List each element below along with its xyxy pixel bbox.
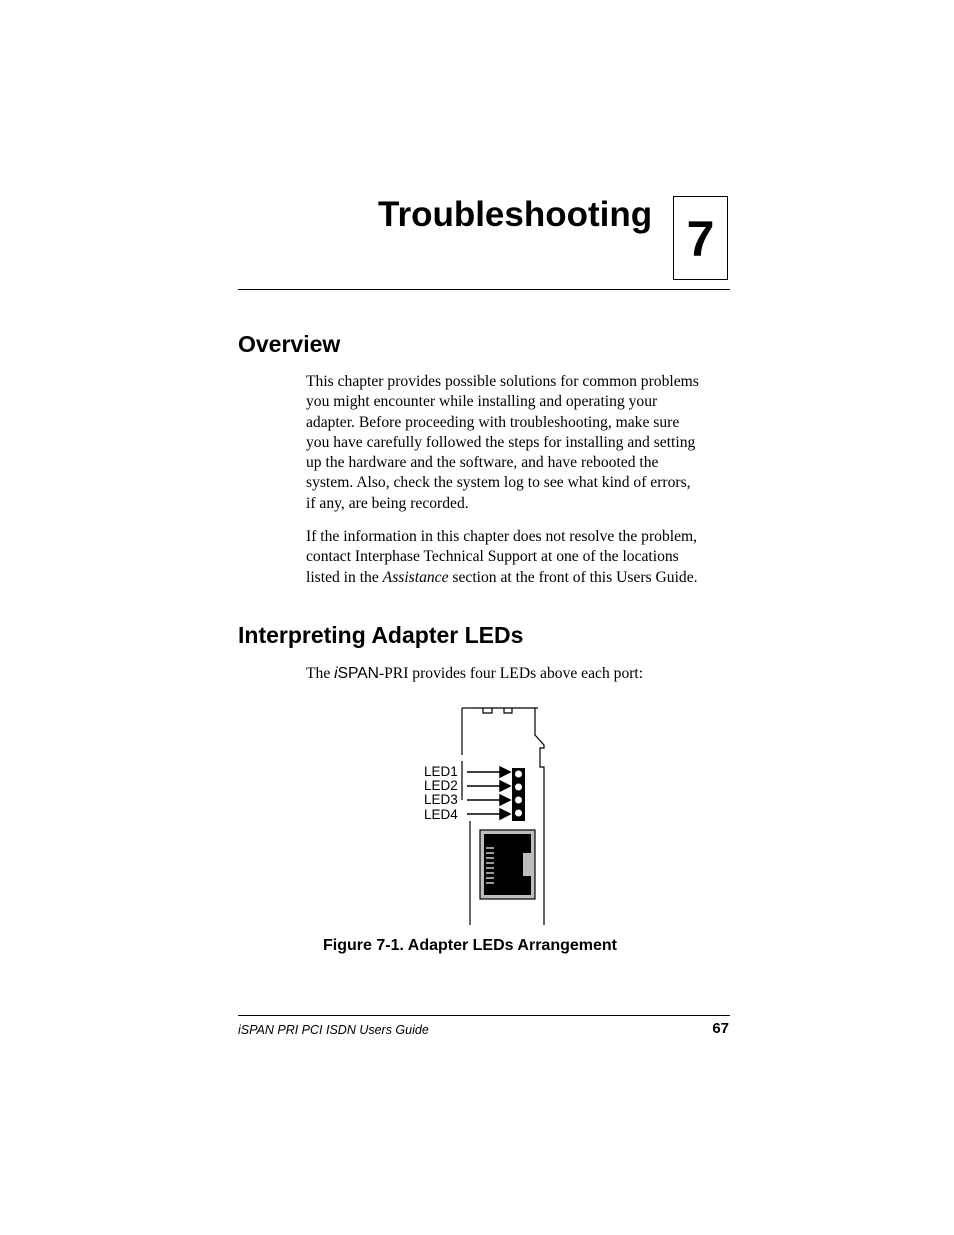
- text-fragment: listed in the: [306, 568, 383, 586]
- text-line: you have carefully followed the steps for installing and setting: [306, 433, 696, 451]
- arrow-led1-head: [500, 767, 510, 777]
- text-line: if any, are being recorded.: [306, 494, 469, 512]
- footer-guide-title: iSPAN PRI PCI ISDN Users Guide: [238, 1023, 429, 1037]
- adapter-leds-figure: [420, 703, 555, 930]
- led-label-4: LED4: [424, 807, 458, 822]
- arrow-led4-head: [500, 809, 510, 819]
- leds-intro: [306, 664, 736, 684]
- led-2: [515, 784, 522, 791]
- chapter-title: Troubleshooting: [378, 195, 653, 234]
- text-fragment: section at the front of this Users Guide.: [448, 568, 698, 586]
- text-fragment: -PRI provides four LEDs above each port:: [378, 665, 644, 682]
- text-line: up the hardware and the software, and have rebooted the: [306, 454, 659, 472]
- footer-page-number: 67: [712, 1020, 729, 1037]
- figure-caption: Figure 7-1. Adapter LEDs Arrangement: [323, 937, 617, 954]
- led-arrows: [467, 767, 510, 819]
- header-rule: [238, 289, 730, 290]
- leds-heading: Interpreting Adapter LEDs: [238, 622, 524, 648]
- overview-paragraph-2: [306, 527, 736, 588]
- text-line: If the information in this chapter does not resolve the problem,: [306, 528, 698, 545]
- text-line: you might encounter while installing and operating your: [306, 393, 658, 411]
- brand-span: SPAN: [337, 665, 379, 682]
- overview-heading: Overview: [238, 331, 341, 357]
- led-4: [515, 810, 522, 817]
- assistance-emphasis: Assistance: [382, 568, 449, 586]
- led-3: [515, 797, 522, 804]
- led-label-2: LED2: [424, 778, 458, 793]
- led-label-3: LED3: [424, 792, 458, 807]
- overview-paragraph-1: [306, 372, 736, 514]
- text-line: contact Interphase Technical Support at one of the locations: [306, 548, 679, 566]
- text-fragment: The: [306, 665, 335, 682]
- arrow-led2-head: [500, 781, 510, 791]
- text-line: system. Also, check the system log to see what kind of errors,: [306, 474, 691, 492]
- text-line: [306, 568, 736, 588]
- arrow-led3-head: [500, 795, 510, 805]
- text-line: [306, 664, 736, 684]
- rj45-latch: [523, 853, 534, 876]
- led-label-1: LED1: [424, 764, 458, 779]
- text-line: This chapter provides possible solutions for common problems: [306, 373, 699, 390]
- footer-rule: [238, 1015, 730, 1016]
- chapter-number-box: 7: [673, 196, 728, 280]
- brand-i: i: [334, 665, 338, 682]
- led-1: [515, 771, 522, 778]
- text-line: adapter. Before proceeding with troubleshooting, make sure: [306, 413, 680, 431]
